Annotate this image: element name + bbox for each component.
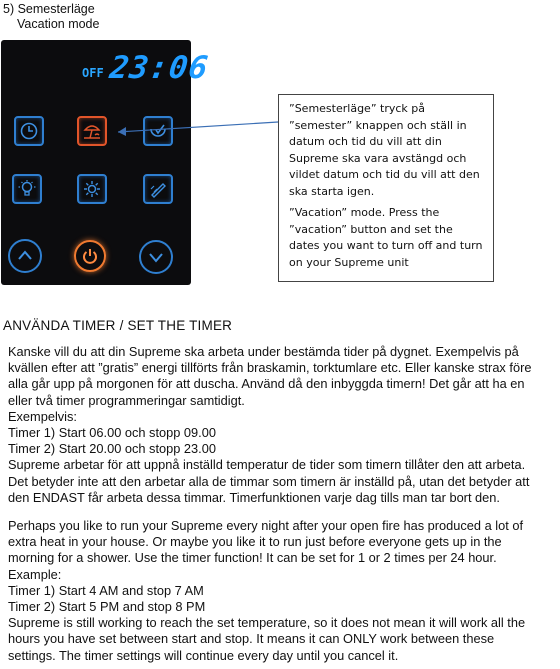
- clock-icon: [19, 121, 39, 141]
- sun-button[interactable]: [77, 174, 107, 204]
- power-button[interactable]: [74, 240, 106, 272]
- text-line: Det betyder inte att den arbetar alla de timmar som timern är inställd på, utan det betyder att: [8, 473, 530, 489]
- settings-pencil-icon: [148, 179, 168, 199]
- timer-swedish-paragraph: [8, 344, 553, 506]
- section-title: 5) Semesterläge: [3, 2, 95, 16]
- timer-english-paragraph: [8, 518, 553, 664]
- clock-button[interactable]: [14, 116, 44, 146]
- text-line: Timer 2) Start 5 PM and stop 8 PM: [8, 599, 206, 615]
- text-line: settings. The timer settings will continue every day until you cancel it.: [8, 647, 399, 663]
- callout-arrow: [112, 118, 282, 148]
- text-line: Timer 1) Start 4 AM and stop 7 AM: [8, 582, 204, 598]
- light-button[interactable]: [12, 174, 42, 204]
- display-off-indicator: OFF: [82, 66, 104, 80]
- text-line: Example:: [8, 566, 62, 582]
- down-button[interactable]: [139, 240, 173, 274]
- timer-heading: ANVÄNDA TIMER / SET THE TIMER: [3, 318, 233, 333]
- text-line: Perhaps you like to run your Supreme every night after your open fire has produced a lot of: [8, 518, 524, 533]
- vacation-umbrella-icon: [82, 121, 102, 141]
- settings-button[interactable]: [143, 174, 173, 204]
- vacation-callout: [278, 94, 494, 282]
- display-clock: 23:06: [107, 50, 211, 86]
- section-subtitle: Vacation mode: [17, 17, 100, 31]
- callout-swedish: ”Semesterläge” tryck på ”semester” knappen och ställ in datum och tid du vill att din Supreme ska vara avstängd och vildet datum och tid du vill att den ska starta igen.: [289, 102, 480, 198]
- chevron-up-icon: [16, 247, 34, 265]
- text-line: den ENDAST får arbeta dessa timmar. Timerfunktionen varje dag tills man tar bort den.: [8, 489, 500, 505]
- chevron-down-icon: [147, 248, 165, 266]
- text-line: Supreme arbetar för att uppnå inställd temperatur de tider som timern tillåter den att arbeta.: [8, 457, 526, 473]
- text-line: hours you have set between start and stop. It means it can ONLY work between these: [8, 631, 495, 647]
- text-line: alla går upp på morgonen för att duscha. Använd då den inbyggda timern! Det går att ha en: [8, 376, 525, 392]
- text-line: Kanske vill du att din Supreme ska arbeta under bestämda tider på dygnet. Exempelvis på: [8, 344, 519, 359]
- up-button[interactable]: [8, 239, 42, 273]
- text-line: Supreme is still working to reach the set temperature, so it does not mean it will work all the: [8, 615, 526, 631]
- text-line: morning for a shower. Use the timer function! It can be set for 1 or 2 times per 24 hour.: [8, 550, 497, 566]
- text-line: Exempelvis:: [8, 408, 77, 424]
- callout-english: ”Vacation” mode. Press the ”vacation” button and set the dates you want to turn off and turn on your Supreme unit: [289, 206, 483, 269]
- text-line: extra heat in your house. Or maybe you like it to run just before everyone gets up in the: [8, 534, 502, 550]
- text-line: kvällen efter att ”gratis” energi tillförts från braskamin, torktumlare etc. Eller kanske strax före: [8, 360, 532, 376]
- text-line: Timer 2) Start 20.00 och stopp 23.00: [8, 441, 216, 457]
- text-line: Timer 1) Start 06.00 och stopp 09.00: [8, 425, 216, 441]
- section-heading: [3, 2, 99, 32]
- text-line: eller två timer programmeringar samtidigt.: [8, 392, 245, 408]
- sun-icon: [82, 179, 102, 199]
- lightbulb-icon: [17, 179, 37, 199]
- power-icon: [81, 247, 99, 265]
- vacation-button[interactable]: [77, 116, 107, 146]
